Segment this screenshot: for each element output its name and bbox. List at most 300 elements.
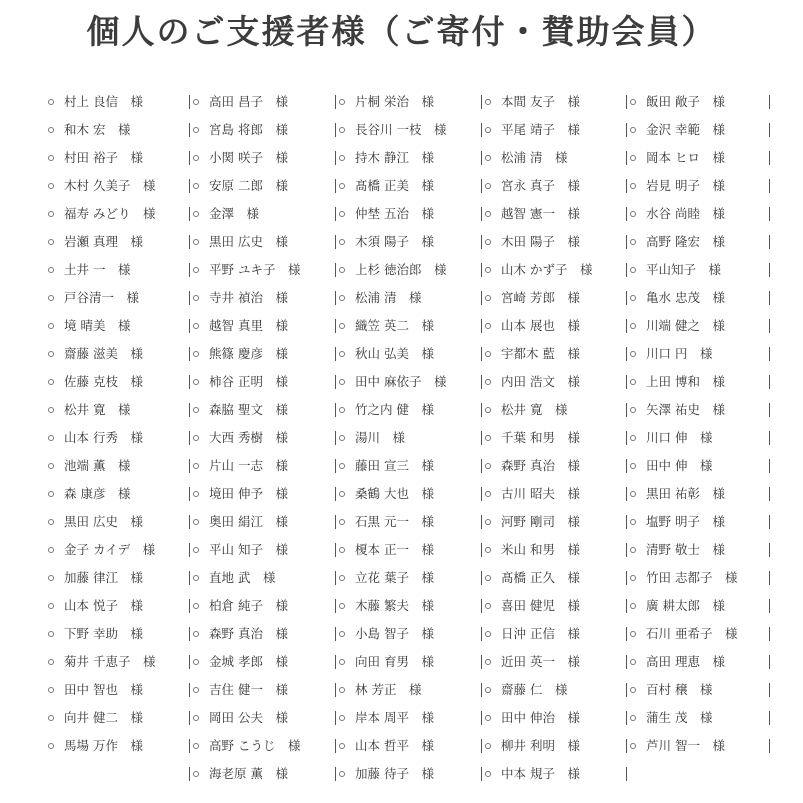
- supporter-name: 金沢 幸範 様: [646, 122, 725, 137]
- supporter-name: 岡本 ヒロ 様: [646, 150, 725, 165]
- supporter-name: 福寿 みどり 様: [64, 206, 156, 221]
- bullet-icon: [339, 452, 349, 480]
- supporter-name: 土井 一 様: [64, 262, 131, 277]
- column-divider: [481, 228, 482, 256]
- column-divider: [626, 424, 627, 452]
- bullet-icon: [485, 172, 495, 200]
- bullet-icon: [193, 256, 203, 284]
- supporter-name: 直地 武 様: [209, 570, 276, 585]
- bullet-icon: [193, 760, 203, 788]
- supporter-name: 塩野 明子 様: [646, 514, 725, 529]
- column-divider: [626, 480, 627, 508]
- supporter-name: 岩見 明子 様: [646, 178, 725, 193]
- bullet-icon: [630, 172, 640, 200]
- column-divider: [769, 144, 770, 172]
- bullet-icon: [339, 312, 349, 340]
- bullet-icon: [193, 592, 203, 620]
- column-divider: [481, 312, 482, 340]
- supporter-name: 蒲生 茂 様: [646, 710, 713, 725]
- column-divider: [481, 256, 482, 284]
- bullet-icon: [48, 340, 58, 368]
- column-divider: [189, 564, 190, 592]
- bullet-icon: [193, 340, 203, 368]
- bullet-icon: [193, 228, 203, 256]
- bullet-icon: [630, 564, 640, 592]
- column-divider: [189, 648, 190, 676]
- supporter-name: 柳井 利明 様: [501, 738, 580, 753]
- column-divider: [481, 508, 482, 536]
- column-divider: [626, 396, 627, 424]
- column-divider: [626, 88, 627, 116]
- column-divider: [626, 172, 627, 200]
- bullet-icon: [339, 760, 349, 788]
- supporter-name: 柿谷 正明 様: [209, 374, 288, 389]
- supporter-name: 佐藤 克枝 様: [64, 374, 143, 389]
- supporter-name: 田中 伸治 様: [501, 710, 580, 725]
- column-divider: [481, 564, 482, 592]
- column-divider: [481, 760, 482, 788]
- column-divider: [335, 396, 336, 424]
- supporter-name: 熊篠 慶彦 様: [209, 346, 288, 361]
- bullet-icon: [630, 536, 640, 564]
- supporter-name: 田中 智也 様: [64, 682, 143, 697]
- supporter-name: 木須 陽子 様: [355, 234, 434, 249]
- column-divider: [481, 172, 482, 200]
- column-divider: [189, 256, 190, 284]
- supporter-name: 平山知子 様: [646, 262, 722, 277]
- column-divider: [335, 536, 336, 564]
- column-divider: [335, 228, 336, 256]
- bullet-icon: [48, 536, 58, 564]
- supporter-name: 上田 博和 様: [646, 374, 725, 389]
- supporter-name: 金城 孝郎 様: [209, 654, 288, 669]
- supporter-name: 池端 薫 様: [64, 458, 131, 473]
- column-divider: [189, 536, 190, 564]
- column-divider: [335, 256, 336, 284]
- column-divider: [481, 116, 482, 144]
- bullet-icon: [339, 704, 349, 732]
- column-divider: [769, 284, 770, 312]
- column-divider: [335, 564, 336, 592]
- bullet-icon: [630, 704, 640, 732]
- supporter-name: 清野 敬士 様: [646, 542, 725, 557]
- column-divider: [335, 284, 336, 312]
- bullet-icon: [48, 312, 58, 340]
- bullet-icon: [193, 732, 203, 760]
- supporter-name: 松井 寛 様: [501, 402, 568, 417]
- column-divider: [769, 676, 770, 704]
- bullet-icon: [630, 396, 640, 424]
- bullet-icon: [339, 564, 349, 592]
- bullet-icon: [339, 368, 349, 396]
- supporter-name: 髙橋 正美 様: [355, 178, 434, 193]
- bullet-icon: [339, 592, 349, 620]
- bullet-icon: [485, 424, 495, 452]
- column-divider: [481, 368, 482, 396]
- supporter-name: 田中 伸 様: [646, 458, 713, 473]
- column-divider: [335, 480, 336, 508]
- bullet-icon: [193, 508, 203, 536]
- supporter-name: 榎本 正一 様: [355, 542, 434, 557]
- supporter-name: 仲埜 五治 様: [355, 206, 434, 221]
- supporter-name: 海老原 薫 様: [209, 766, 288, 781]
- supporter-name: 高野 こうじ 様: [209, 738, 301, 753]
- supporter-name: 松浦 清 様: [501, 150, 568, 165]
- supporter-name: 百村 穣 様: [646, 682, 713, 697]
- bullet-icon: [339, 116, 349, 144]
- column-divider: [189, 760, 190, 788]
- supporter-name: 柏倉 純子 様: [209, 598, 288, 613]
- supporter-name: 石川 亜希子 様: [646, 626, 738, 641]
- supporter-name: 木田 陽子 様: [501, 234, 580, 249]
- bullet-icon: [630, 144, 640, 172]
- supporter-name: 森野 真治 様: [501, 458, 580, 473]
- column-divider: [769, 88, 770, 116]
- column-divider: [189, 592, 190, 620]
- bullet-icon: [630, 200, 640, 228]
- supporter-name: 宇都木 藍 様: [501, 346, 580, 361]
- column-divider: [189, 200, 190, 228]
- supporter-name: 森 康彦 様: [64, 486, 131, 501]
- bullet-icon: [485, 704, 495, 732]
- supporter-name: 平尾 靖子 様: [501, 122, 580, 137]
- bullet-icon: [48, 676, 58, 704]
- column-divider: [769, 452, 770, 480]
- bullet-icon: [339, 340, 349, 368]
- column-divider: [769, 620, 770, 648]
- bullet-icon: [339, 424, 349, 452]
- bullet-icon: [193, 200, 203, 228]
- bullet-icon: [339, 200, 349, 228]
- supporter-name: 村田 裕子 様: [64, 150, 143, 165]
- supporter-name: 黒田 広史 様: [64, 514, 143, 529]
- column-divider: [626, 200, 627, 228]
- column-divider: [481, 704, 482, 732]
- page-title: 個人のご支援者様（ご寄付・賛助会員）: [86, 12, 717, 51]
- supporter-name: 髙橋 正久 様: [501, 570, 580, 585]
- bullet-icon: [48, 704, 58, 732]
- column-divider: [335, 172, 336, 200]
- supporter-name: 林 芳正 様: [355, 682, 422, 697]
- supporter-name: 馬場 万作 様: [64, 738, 143, 753]
- supporter-name: 大西 秀樹 様: [209, 430, 288, 445]
- bullet-icon: [485, 396, 495, 424]
- supporter-name: 向田 育男 様: [355, 654, 434, 669]
- bullet-icon: [48, 508, 58, 536]
- supporter-name: 千葉 和男 様: [501, 430, 580, 445]
- supporter-name: 加藤 待子 様: [355, 766, 434, 781]
- column-divider: [769, 256, 770, 284]
- supporter-name: 高野 隆宏 様: [646, 234, 725, 249]
- bullet-icon: [193, 116, 203, 144]
- column-divider: [481, 144, 482, 172]
- column-divider: [626, 452, 627, 480]
- column-divider: [335, 200, 336, 228]
- supporter-name: 向井 健二 様: [64, 710, 143, 725]
- supporter-name: 高田 理恵 様: [646, 654, 725, 669]
- bullet-icon: [48, 732, 58, 760]
- bullet-icon: [339, 172, 349, 200]
- supporter-name: 秋山 弘美 様: [355, 346, 434, 361]
- bullet-icon: [485, 564, 495, 592]
- column-divider: [189, 116, 190, 144]
- column-divider: [189, 480, 190, 508]
- column-divider: [189, 228, 190, 256]
- column-divider: [626, 676, 627, 704]
- column-divider: [769, 340, 770, 368]
- bullet-icon: [485, 508, 495, 536]
- supporter-name: 平野 ユキ子 様: [209, 262, 301, 277]
- supporter-name: 中本 規子 様: [501, 766, 580, 781]
- supporter-name: 山本 哲平 様: [355, 738, 434, 753]
- column-divider: [335, 648, 336, 676]
- column-divider: [769, 480, 770, 508]
- bullet-icon: [48, 116, 58, 144]
- supporter-name: 芦川 智一 様: [646, 738, 725, 753]
- supporter-name: 高田 昌子 様: [209, 94, 288, 109]
- bullet-icon: [630, 732, 640, 760]
- column-divider: [335, 732, 336, 760]
- column-divider: [769, 536, 770, 564]
- supporter-name: 加藤 律江 様: [64, 570, 143, 585]
- supporter-name: 齋藤 仁 様: [501, 682, 568, 697]
- supporter-name: 竹之内 健 様: [355, 402, 434, 417]
- bullet-icon: [193, 284, 203, 312]
- column-divider: [769, 508, 770, 536]
- column-divider: [335, 508, 336, 536]
- supporter-name: 米山 和男 様: [501, 542, 580, 557]
- bullet-icon: [485, 480, 495, 508]
- bullet-icon: [630, 480, 640, 508]
- column-divider: [769, 648, 770, 676]
- bullet-icon: [630, 592, 640, 620]
- bullet-icon: [48, 620, 58, 648]
- bullet-icon: [339, 676, 349, 704]
- bullet-icon: [48, 592, 58, 620]
- bullet-icon: [485, 228, 495, 256]
- column-divider: [626, 508, 627, 536]
- column-divider: [626, 116, 627, 144]
- bullet-icon: [193, 704, 203, 732]
- bullet-icon: [48, 452, 58, 480]
- column-divider: [335, 760, 336, 788]
- column-divider: [481, 424, 482, 452]
- bullet-icon: [48, 256, 58, 284]
- column-divider: [626, 620, 627, 648]
- supporter-name: 越智 憲一 様: [501, 206, 580, 221]
- column-divider: [769, 172, 770, 200]
- bullet-icon: [48, 144, 58, 172]
- supporter-name: 喜田 健児 様: [501, 598, 580, 613]
- column-divider: [189, 620, 190, 648]
- bullet-icon: [630, 256, 640, 284]
- bullet-icon: [630, 228, 640, 256]
- supporter-name: 奥田 絹江 様: [209, 514, 288, 529]
- bullet-icon: [339, 508, 349, 536]
- supporter-name: 山本 行秀 様: [64, 430, 143, 445]
- supporter-list: [0, 88, 803, 788]
- supporter-name: 境田 伸予 様: [209, 486, 288, 501]
- bullet-icon: [193, 144, 203, 172]
- bullet-icon: [630, 368, 640, 396]
- bullet-icon: [630, 620, 640, 648]
- supporter-name: 日沖 正信 様: [501, 626, 580, 641]
- supporter-name: 下野 幸助 様: [64, 626, 143, 641]
- column-divider: [769, 732, 770, 760]
- supporter-name: 山本 悦子 様: [64, 598, 143, 613]
- column-divider: [481, 284, 482, 312]
- column-divider: [189, 312, 190, 340]
- supporter-name: 上杉 徳治郎 様: [355, 262, 447, 277]
- supporter-name: 矢澤 祐史 様: [646, 402, 725, 417]
- column-divider: [335, 452, 336, 480]
- bullet-icon: [48, 200, 58, 228]
- column-divider: [335, 620, 336, 648]
- bullet-icon: [193, 368, 203, 396]
- supporter-name: 松浦 清 様: [355, 290, 422, 305]
- column-divider: [481, 396, 482, 424]
- supporter-name: 木藤 繁夫 様: [355, 598, 434, 613]
- bullet-icon: [339, 480, 349, 508]
- bullet-icon: [485, 256, 495, 284]
- bullet-icon: [630, 648, 640, 676]
- column-divider: [769, 424, 770, 452]
- bullet-icon: [193, 424, 203, 452]
- bullet-icon: [339, 536, 349, 564]
- bullet-icon: [630, 116, 640, 144]
- column-divider: [481, 732, 482, 760]
- bullet-icon: [48, 228, 58, 256]
- bullet-icon: [630, 452, 640, 480]
- bullet-icon: [339, 256, 349, 284]
- column-divider: [335, 368, 336, 396]
- supporter-name: 近田 英一 様: [501, 654, 580, 669]
- supporter-name: 石黒 元一 様: [355, 514, 434, 529]
- column-divider: [626, 732, 627, 760]
- bullet-icon: [485, 536, 495, 564]
- column-divider: [626, 144, 627, 172]
- bullet-icon: [48, 396, 58, 424]
- column-divider: [481, 480, 482, 508]
- supporter-name: 岡田 公夫 様: [209, 710, 288, 725]
- column-divider: [335, 116, 336, 144]
- column-divider: [335, 592, 336, 620]
- supporter-name: 川口 円 様: [646, 346, 713, 361]
- bullet-icon: [193, 88, 203, 116]
- column-divider: [769, 312, 770, 340]
- supporter-name: 内田 浩文 様: [501, 374, 580, 389]
- bullet-icon: [485, 648, 495, 676]
- column-divider: [626, 368, 627, 396]
- column-divider: [481, 340, 482, 368]
- column-divider: [335, 676, 336, 704]
- column-divider: [769, 116, 770, 144]
- column-divider: [626, 592, 627, 620]
- bullet-icon: [485, 340, 495, 368]
- column-divider: [335, 312, 336, 340]
- supporter-name: 齋藤 滋美 様: [64, 346, 143, 361]
- bullet-icon: [193, 172, 203, 200]
- column-divider: [481, 620, 482, 648]
- column-divider: [626, 284, 627, 312]
- supporter-name: 本間 友子 様: [501, 94, 580, 109]
- column-divider: [335, 424, 336, 452]
- bullet-icon: [630, 340, 640, 368]
- column-divider: [481, 536, 482, 564]
- column-divider: [769, 564, 770, 592]
- supporter-name: 田中 麻依子 様: [355, 374, 447, 389]
- supporter-name: 片山 一志 様: [209, 458, 288, 473]
- column-divider: [189, 424, 190, 452]
- column-divider: [189, 172, 190, 200]
- supporter-name: 森野 真治 様: [209, 626, 288, 641]
- bullet-icon: [485, 760, 495, 788]
- column-divider: [335, 144, 336, 172]
- column-divider: [189, 676, 190, 704]
- bullet-icon: [630, 88, 640, 116]
- bullet-icon: [485, 368, 495, 396]
- bullet-icon: [48, 284, 58, 312]
- column-divider: [769, 396, 770, 424]
- supporter-name: 藤田 宣三 様: [355, 458, 434, 473]
- column-divider: [626, 648, 627, 676]
- bullet-icon: [339, 732, 349, 760]
- bullet-icon: [193, 620, 203, 648]
- bullet-icon: [339, 284, 349, 312]
- bullet-icon: [630, 676, 640, 704]
- bullet-icon: [630, 508, 640, 536]
- supporter-name: 川端 健之 様: [646, 318, 725, 333]
- supporter-name: 湯川 様: [355, 430, 406, 445]
- supporter-name: 黒田 広史 様: [209, 234, 288, 249]
- column-divider: [481, 592, 482, 620]
- column-divider: [769, 704, 770, 732]
- column-divider: [481, 88, 482, 116]
- bullet-icon: [339, 396, 349, 424]
- bullet-icon: [485, 452, 495, 480]
- supporter-name: 山木 かず子 様: [501, 262, 593, 277]
- column-divider: [189, 704, 190, 732]
- bullet-icon: [193, 452, 203, 480]
- supporter-name: 片桐 栄治 様: [355, 94, 434, 109]
- bullet-icon: [193, 396, 203, 424]
- supporter-name: 和木 宏 様: [64, 122, 131, 137]
- column-divider: [189, 340, 190, 368]
- supporter-name: 金子 カイデ 様: [64, 542, 156, 557]
- supporter-name: 岸本 周平 様: [355, 710, 434, 725]
- bullet-icon: [48, 368, 58, 396]
- bullet-icon: [339, 88, 349, 116]
- column-divider: [626, 312, 627, 340]
- column-divider: [335, 340, 336, 368]
- column-divider: [189, 508, 190, 536]
- bullet-icon: [630, 284, 640, 312]
- bullet-icon: [485, 592, 495, 620]
- supporter-name: 木村 久美子 様: [64, 178, 156, 193]
- column-divider: [481, 200, 482, 228]
- bullet-icon: [48, 88, 58, 116]
- column-divider: [769, 228, 770, 256]
- column-divider: [481, 648, 482, 676]
- supporter-name: 持木 静江 様: [355, 150, 434, 165]
- bullet-icon: [48, 172, 58, 200]
- column-divider: [189, 284, 190, 312]
- column-divider: [626, 564, 627, 592]
- supporter-name: 古川 昭夫 様: [501, 486, 580, 501]
- supporter-name: 小島 智子 様: [355, 626, 434, 641]
- bullet-icon: [48, 480, 58, 508]
- supporter-name: 越智 真里 様: [209, 318, 288, 333]
